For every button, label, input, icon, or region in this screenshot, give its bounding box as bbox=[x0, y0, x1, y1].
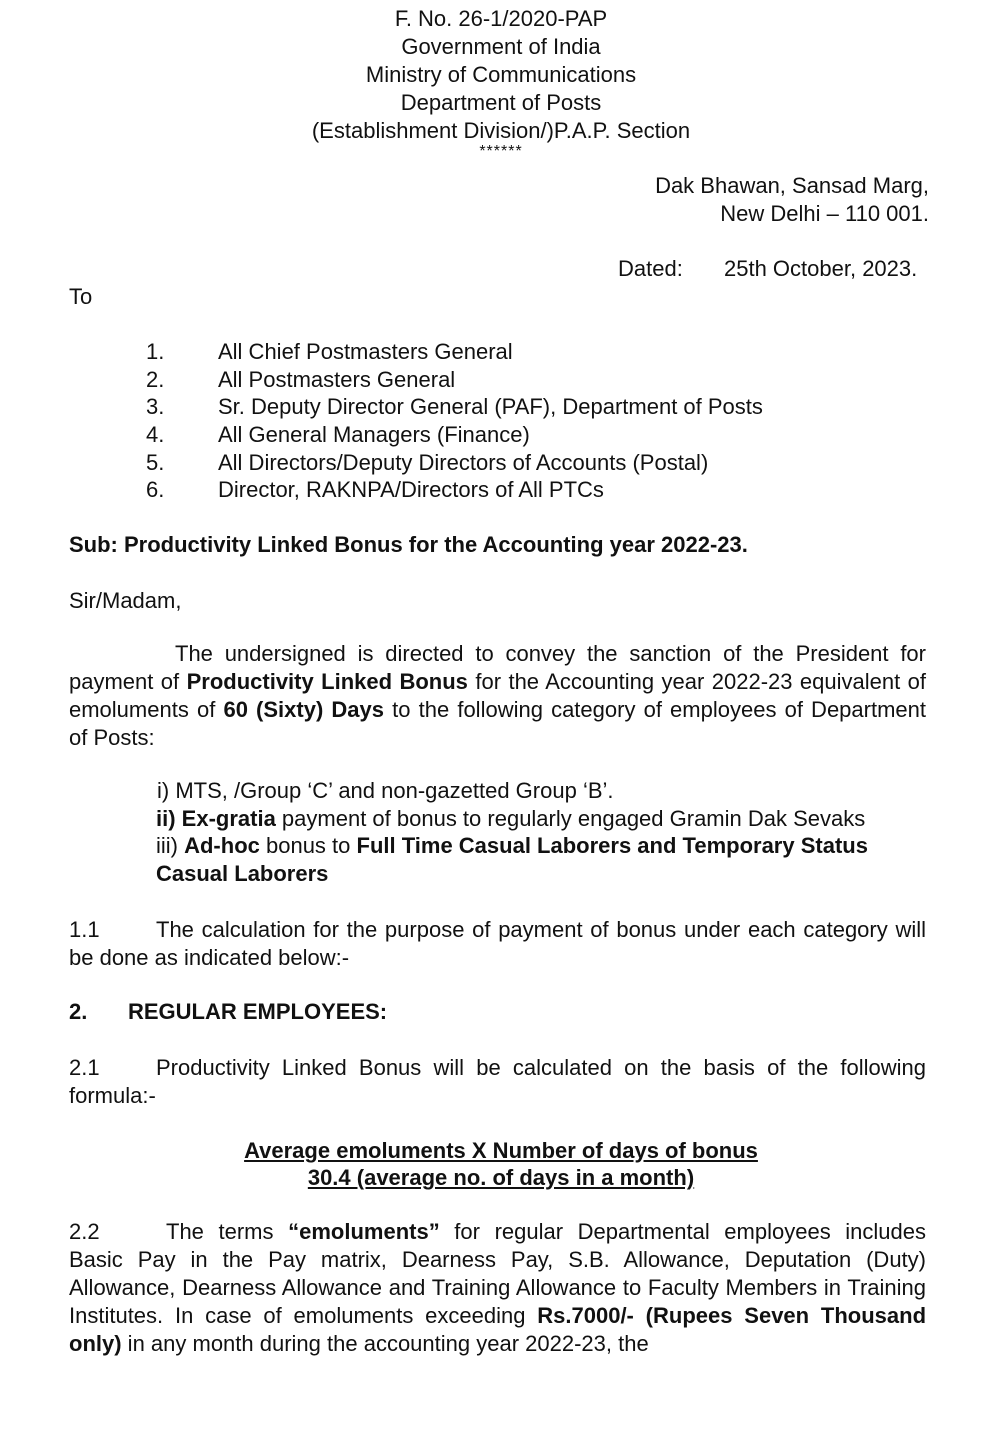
recipient-number: 3. bbox=[146, 394, 165, 419]
date-value: 25th October, 2023. bbox=[724, 256, 918, 281]
para-bold: 60 (Sixty) Days bbox=[223, 697, 385, 722]
section-line: (Establishment Division/)P.A.P. Section bbox=[311, 118, 691, 143]
formula-numerator: Average emoluments X Number of days of bonus bbox=[244, 1138, 758, 1163]
formula-denominator: 30.4 (average no. of days in a month) bbox=[307, 1165, 695, 1190]
address-line-1: Dak Bhawan, Sansad Marg, bbox=[655, 173, 929, 198]
recipient-number: 5. bbox=[146, 450, 165, 475]
recipient-number: 2. bbox=[146, 367, 165, 392]
recipient-item: Director, RAKNPA/Directors of All PTCs bbox=[218, 477, 604, 502]
para-text: for regular Departmental employees includes Basic Pay in the Pay matrix, Dearness Pay, S.B. Allowance, Deputation (Duty) Allowance, Dearness Allowance and Training Allowance to Faculty Members in Training Institutes. In case of emoluments exceeding bbox=[69, 1219, 927, 1328]
recipient-item: All Chief Postmasters General bbox=[218, 339, 513, 364]
address-block bbox=[655, 172, 929, 228]
category-prefix: iii) bbox=[156, 833, 185, 858]
category-text: bonus to bbox=[259, 833, 357, 858]
para-text: in any month during the accounting year 2022-23, the bbox=[121, 1331, 649, 1356]
para-number: 2.2 bbox=[69, 1219, 100, 1244]
paragraph-1-1 bbox=[69, 916, 926, 972]
para-text: for the Accounting year 2022-23 equivalent of emoluments of bbox=[69, 669, 926, 722]
section-title: REGULAR EMPLOYEES: bbox=[128, 999, 388, 1024]
category-text: payment of bonus to regularly engaged Gramin Dak Sevaks bbox=[275, 806, 866, 831]
para-text: The undersigned is directed to convey the sanction of the President for payment of bbox=[69, 641, 926, 694]
paragraph-2-1 bbox=[69, 1054, 926, 1110]
para-text: The terms bbox=[166, 1219, 289, 1244]
para-number: 2.1 bbox=[69, 1055, 100, 1080]
recipient-number: 6. bbox=[146, 477, 165, 502]
file-number: F. No. 26-1/2020-PAP bbox=[394, 6, 608, 31]
subject-line: Sub: Productivity Linked Bonus for the Accounting year 2022-23. bbox=[69, 532, 748, 557]
para-bold: Productivity Linked Bonus bbox=[186, 669, 468, 694]
salutation: Sir/Madam, bbox=[69, 588, 182, 613]
category-item-1: i) MTS, /Group ‘C’ and non-gazetted Group ‘B’. bbox=[157, 778, 614, 803]
header-stars: ****** bbox=[479, 143, 523, 160]
section-number: 2. bbox=[69, 999, 88, 1024]
recipient-item: All Directors/Deputy Directors of Accounts (Postal) bbox=[218, 450, 709, 475]
para-number: 1.1 bbox=[69, 917, 100, 942]
category-bold: Full Time Casual Laborers and Temporary Status Casual Laborers bbox=[156, 833, 868, 886]
to-label: To bbox=[69, 284, 93, 309]
category-item-2 bbox=[156, 805, 865, 833]
recipient-number: 4. bbox=[146, 422, 165, 447]
ministry-line: Ministry of Communications bbox=[365, 62, 637, 87]
category-item-3 bbox=[156, 832, 926, 888]
address-line-2: New Delhi – 110 001. bbox=[720, 201, 929, 226]
paragraph-2-2 bbox=[69, 1218, 926, 1358]
letter-header bbox=[0, 5, 1002, 145]
government-line: Government of India bbox=[401, 34, 601, 59]
category-bold: Ad-hoc bbox=[184, 833, 260, 858]
para-text: to the following category of employees of Department of Posts: bbox=[69, 697, 927, 750]
recipient-number: 1. bbox=[146, 339, 165, 364]
para-bold: Rs.7000/- (Rupees Seven Thousand only) bbox=[69, 1303, 927, 1356]
recipient-item: Sr. Deputy Director General (PAF), Department of Posts bbox=[218, 394, 763, 419]
recipient-item: All Postmasters General bbox=[218, 367, 456, 392]
date-label: Dated: bbox=[618, 256, 683, 281]
para-bold: “emoluments” bbox=[288, 1219, 440, 1244]
paragraph-sanction bbox=[69, 640, 926, 752]
category-prefix: ii) Ex-gratia bbox=[156, 806, 276, 831]
recipient-item: All General Managers (Finance) bbox=[218, 422, 530, 447]
department-line: Department of Posts bbox=[400, 90, 602, 115]
para-text: The calculation for the purpose of payment of bonus under each category will be done as indicated below:- bbox=[69, 917, 926, 970]
para-text: Productivity Linked Bonus will be calculated on the basis of the following formula:- bbox=[69, 1055, 926, 1108]
